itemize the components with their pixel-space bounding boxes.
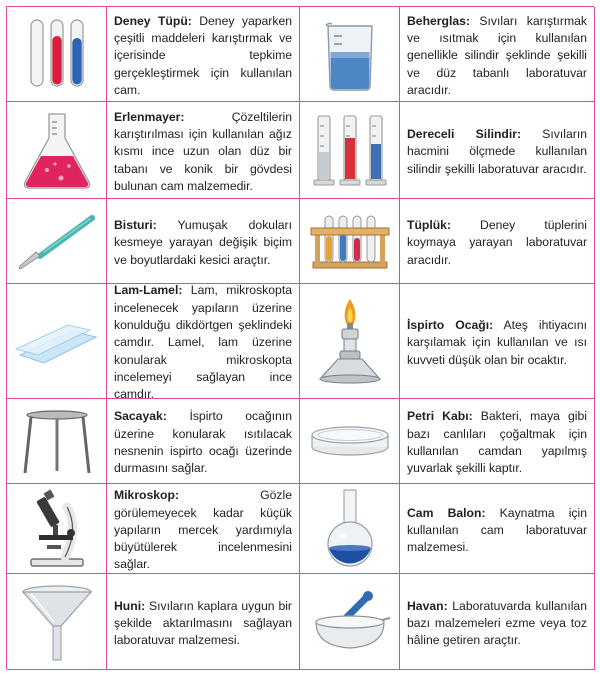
description-cell-round-flask xyxy=(400,484,595,574)
image-cell-test-tubes xyxy=(7,7,107,102)
item-title: Havan: xyxy=(407,598,448,613)
item-title: Bisturi: xyxy=(114,218,157,233)
description-cell-petri xyxy=(400,399,595,484)
test-tubes-icon xyxy=(17,14,97,94)
item-title: Sacayak: xyxy=(114,409,167,424)
item-title: Tüplük: xyxy=(407,218,452,233)
description-cell-graduated-cylinder xyxy=(400,102,595,199)
funnel-icon xyxy=(17,580,97,664)
item-description: Yumuşak dokuları kesmeye yarayan değişik biçim ve boyutlardaki kesici araçtır. xyxy=(114,218,292,267)
description-cell-microscope xyxy=(107,484,300,574)
spirit-lamp-icon xyxy=(310,293,390,389)
item-title: Cam Balon: xyxy=(407,505,486,520)
item-description: Ateş ihtiyacını karşılamak için kullanılan ve ısı kuvveti düşük olan bir ocaktır. xyxy=(407,318,587,367)
test-tube-rack-icon xyxy=(307,206,393,276)
scalpel-icon xyxy=(14,206,100,276)
description-cell-spirit-lamp xyxy=(400,284,595,399)
image-cell-erlenmeyer xyxy=(7,102,107,199)
item-description: Bakteri, maya gibi bazı canlıları çoğaltmak için kullanılan camdan yapılmış yuvarlak şekilli kaptır. xyxy=(407,409,588,476)
item-title: İspirto Ocağı: xyxy=(407,318,494,333)
item-title: Lam-Lamel: xyxy=(114,283,183,298)
description-cell-scalpel xyxy=(107,199,300,284)
image-cell-scalpel xyxy=(7,199,107,284)
item-title: Dereceli Silindir: xyxy=(407,127,522,142)
item-description: Sıvıları karıştırmak ve ısıtmak için kullanılan genellikle silindir şeklinde şekilli ve düz tabanlı laboratuvar aracıdır. xyxy=(407,13,587,97)
image-cell-rack xyxy=(300,199,400,284)
item-description: İspirto ocağının üzerine konularak ısıtılacak nesnenin ispirto ocağı üzerinde durmasını sağlar. xyxy=(114,409,292,476)
item-title: Erlenmayer: xyxy=(114,109,185,124)
item-description: Kaynatma için kullanılan cam laboratuvar malzemesi. xyxy=(407,505,587,555)
image-cell-funnel xyxy=(7,574,107,670)
image-cell-tripod xyxy=(7,399,107,484)
item-description: Deney yaparken çeşitli maddeleri karıştırmak ve içerisinde tepkime gerçekleştirmek için kullanılan cam. xyxy=(114,13,292,97)
mortar-pestle-icon xyxy=(308,590,392,654)
description-cell-mortar xyxy=(400,574,595,670)
item-title: Petri Kabı: xyxy=(407,409,473,424)
image-cell-petri xyxy=(300,399,400,484)
item-title: Mikroskop: xyxy=(114,488,180,503)
item-description: Sıvıların hacmini ölçmede kullanılan silindir şekilli laboratuvar aracıdır. xyxy=(407,127,587,176)
image-cell-mortar xyxy=(300,574,400,670)
item-description: Laboratuvarda kullanılan bazı malzemeleri ezme veya toz hâline getiren araçtır. xyxy=(407,598,587,648)
erlenmeyer-flask-icon xyxy=(17,108,97,192)
description-cell-tripod xyxy=(107,399,300,484)
image-cell-beaker xyxy=(300,7,400,102)
glass-slides-icon xyxy=(12,311,102,371)
item-title: Huni: xyxy=(114,598,146,613)
item-title: Beherglas: xyxy=(407,13,470,28)
image-cell-spirit-lamp xyxy=(300,284,400,399)
item-title: Deney Tüpü: xyxy=(114,13,192,28)
description-cell-erlenmeyer xyxy=(107,102,300,199)
microscope-icon xyxy=(17,489,97,569)
item-description: Deney tüplerini koymaya yarayan laboratuvar aracıdır. xyxy=(407,218,587,267)
tripod-stand-icon xyxy=(17,405,97,477)
graduated-cylinders-icon xyxy=(310,108,390,192)
item-description: Sıvıların kaplara uygun bir şekilde aktarılmasını sağlayan laboratuvar malzemesi. xyxy=(114,598,292,648)
description-cell-beaker xyxy=(400,7,595,102)
lab-equipment-table xyxy=(6,6,594,669)
image-cell-round-flask xyxy=(300,484,400,574)
image-cell-graduated-cylinder xyxy=(300,102,400,199)
image-cell-slides xyxy=(7,284,107,399)
description-cell-test-tube xyxy=(107,7,300,102)
item-description: Çözeltilerin karıştırılması için kullanılan ağız kısmı ince uzun olan düz bir tabanı ve konik bir gövdesi bulunan cam malzemedir. xyxy=(114,109,292,193)
description-cell-slides xyxy=(107,283,300,402)
description-cell-funnel xyxy=(107,574,300,670)
round-flask-icon xyxy=(315,486,385,572)
image-cell-microscope xyxy=(7,484,107,574)
description-cell-rack xyxy=(400,199,595,284)
beaker-icon xyxy=(310,14,390,94)
petri-dish-icon xyxy=(307,421,393,461)
item-description: Gözle görülemeyecek kadar küçük yapıların mercek yardımıyla büyütülerek incelenmesini sağlar. xyxy=(114,488,292,572)
item-description: Lam, mikroskopta incelenecek yapıların üzerine konulduğu dikdörtgen şeklindeki camdır. Lamel, lam üzerine konularak mikroskopta incelemeyi sağlayan ince camdır. xyxy=(114,283,292,402)
